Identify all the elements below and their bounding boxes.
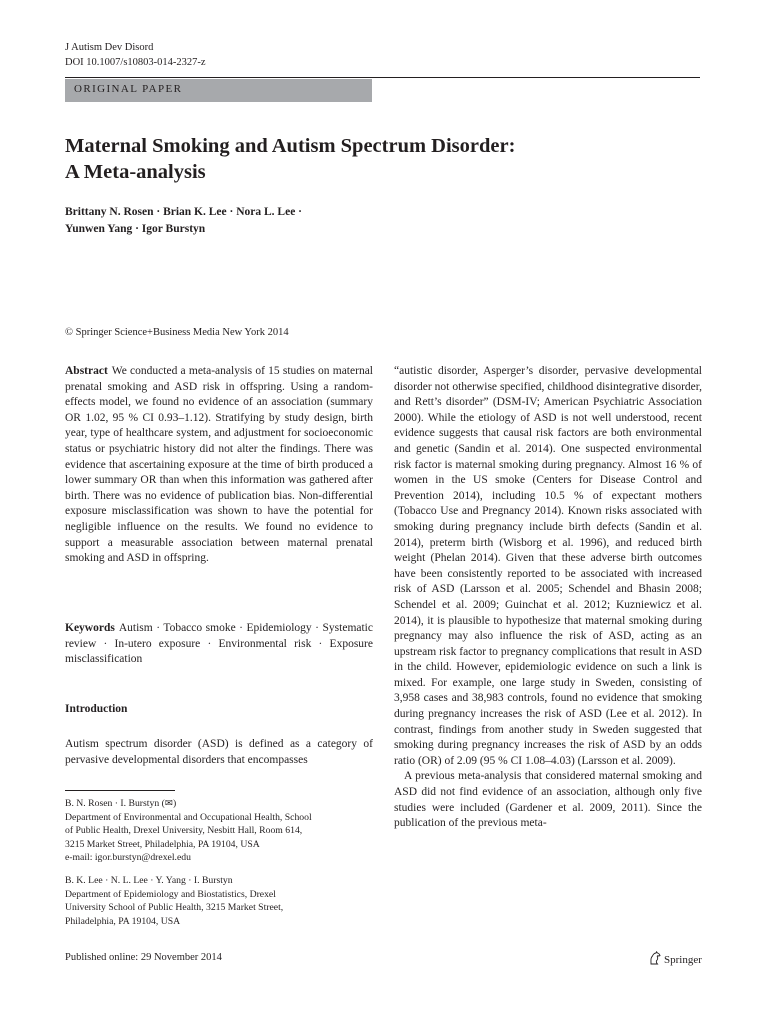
introduction-paragraph [65,737,373,768]
affiliation-2-line-1: Department of Epidemiology and Biostatistics, Drexel [65,888,276,900]
springer-horse-icon [648,951,664,968]
authors-line-2: Yunwen Yang · Igor Burstyn [65,223,206,235]
doi[interactable]: DOI 10.1007/s10803-014-2327-z [65,57,206,68]
section-label: ORIGINAL PAPER [74,83,183,95]
right-column [394,364,702,832]
affiliation-1 [65,797,375,865]
article-title [65,133,705,185]
copyright-notice: © Springer Science+Business Media New York 2014 [65,327,289,338]
publisher-name: Springer [664,953,702,966]
body-paragraph-2: A previous meta-analysis that considered maternal smoking and ASD did not find evidence of an association, although only five studies were included (Gardener et al. 2009, 2011). Since the publication of the previous meta- [394,770,702,830]
affiliation-rule [65,790,175,791]
abstract [65,364,373,567]
introduction-heading: Introduction [65,703,128,715]
title-line-1: Maternal Smoking and Autism Spectrum Disorder: [65,135,516,157]
keywords-text: Autism · Tobacco smoke · Epidemiology · Systematic review · In-utero exposure · Environmental risk · Exposure misclassification [65,622,373,666]
keywords-label: Keywords [65,622,115,634]
affiliation-1-line-1: Department of Environmental and Occupational Health, School [65,811,312,823]
body-paragraph-1: “autistic disorder, Asperger’s disorder, pervasive developmental disorder not otherwise specified, childhood disintegrative disorder, and Rett’s disorder” (DSM-IV; American Psychiatric Association 2000). While the etiology of ASD is not well understood, recent evidence suggests that causal risk factors are both environmental and genetic (Sandin et al. 2014). One suspected environmental risk factor is maternal smoking during pregnancy. Almost 16 % of women in the US smoke (Centers for Disease Control and Prevention 2014), including 10.5 % of expectant mothers (Tobacco Use and Pregnancy 2014). Known risks associated with smoking during pregnancy include birth defects (Sandin et al. 2014), preterm birth (Wisborg et al. 1996), and reduced birth weight (Phelan 2014). Given that these adverse birth outcomes have been consistently reported to be associated with increased risk of ASD (Larsson et al. 2005; Schendel and Bhasin 2008; Schendel et al. 2009; Guinchat et al. 2012; Kuzniewicz et al. 2014), it is plausible to hypothesize that maternal smoking during pregnancy may also influence the risk of ASD, acting as an upstream risk factor to pregnancy complications that result in ASD in the child. However, epidemiologic evidence on such a link is mixed. For example, one large study in Sweden, consisting of 3,958 cases and 38,983 controls, found no evidence that smoking during pregnancy increases the risk of ASD (Lee et al. 2012). In contrast, findings from another study in Sweden suggested that smoking during pregnancy increases the risk of ASD by an odds ratio (OR) of 2.09 (95 % CI 1.08–4.03) (Larsson et al. 2009). [394,365,702,767]
abstract-text: We conducted a meta-analysis of 15 studies on maternal prenatal smoking and ASD risk in offspring. Using a random-effects model, we found no evidence of an association (summary OR 1.02, 95 % CI 0.93–1.12). Stratifying by study design, birth year, type of healthcare system, and adjustment for socioeconomic status or psychiatric history did not alter the findings. There was evidence that ascertaining exposure at the time of birth produced a lower summary OR than when this information was gathered after birth. There was no evidence of publication bias. Non-differential exposure misclassification was shown to have the potential for negligible influence on the results. We found no evidence to support a measurable association between maternal prenatal smoking and ASD in offspring. [65,365,373,565]
title-line-2: A Meta-analysis [65,161,206,183]
published-date: Published online: 29 November 2014 [65,952,222,963]
affiliation-1-line-2: of Public Health, Drexel University, Nesbitt Hall, Room 614, [65,825,303,837]
affiliation-2-authors: B. K. Lee · N. L. Lee · Y. Yang · I. Burstyn [65,875,233,886]
section-label-band [65,79,372,102]
affiliation-2-line-2: University School of Public Health, 3215 Market Street, [65,902,284,914]
affiliation-2 [65,874,375,928]
journal-name: J Autism Dev Disord [65,42,154,53]
publisher-logo [648,951,702,968]
affiliation-1-authors: B. N. Rosen · I. Burstyn (✉) [65,798,177,809]
authors-line-1: Brittany N. Rosen · Brian K. Lee · Nora L. Lee · [65,206,303,218]
corresponding-email[interactable]: e-mail: igor.burstyn@drexel.edu [65,852,191,864]
header-rule [65,77,700,78]
author-list [65,204,505,238]
affiliation-2-line-3: Philadelphia, PA 19104, USA [65,915,181,927]
journal-header [65,40,206,70]
affiliation-1-line-3: 3215 Market Street, Philadelphia, PA 19104, USA [65,838,260,850]
keywords [65,621,373,668]
abstract-label: Abstract [65,365,108,377]
introduction-text: Autism spectrum disorder (ASD) is defined as a category of pervasive developmental disorders that encompasses [65,738,373,766]
